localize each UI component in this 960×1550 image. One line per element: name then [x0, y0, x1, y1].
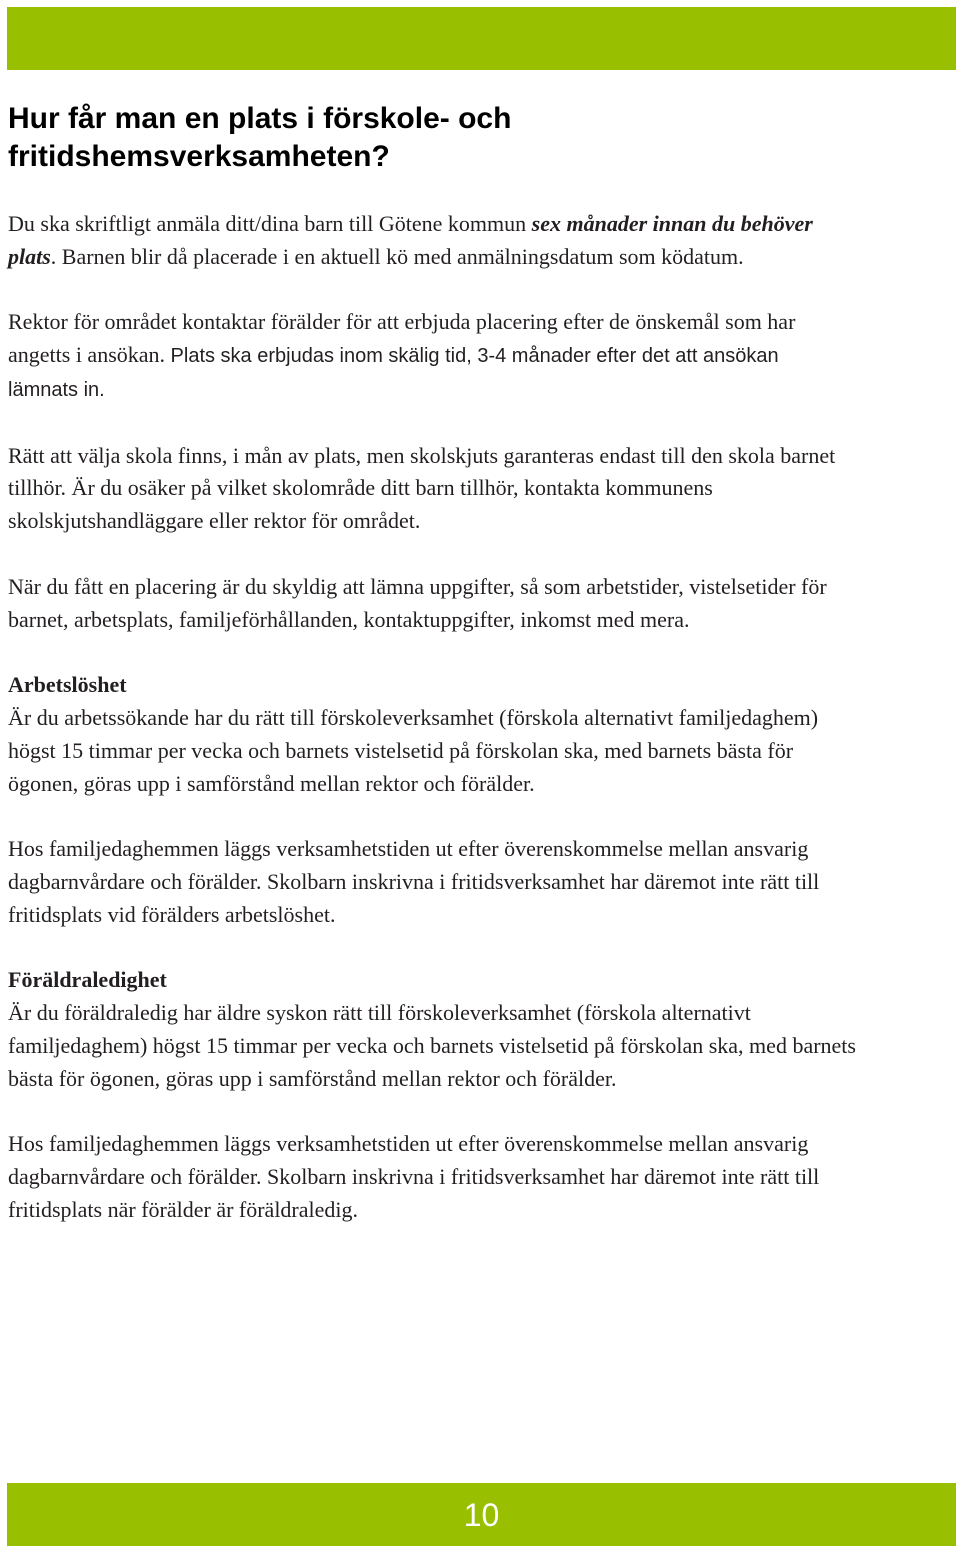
- page-title: [8, 100, 878, 176]
- parental-leave-text-2: Hos familjedaghemmen läggs verksamhetstiden ut efter överenskommelse mellan ansvarig dagbarnvårdare och förälder. Skolbarn inskrivna i fritidsverksamhet har däremot inte rätt till fritidsplats när förälder är föräldraledig.: [8, 1131, 820, 1222]
- paragraph-principal-contact: [8, 306, 838, 406]
- section-unemployment: [8, 669, 868, 800]
- page-title-line2: fritidshemsverksamheten?: [8, 140, 390, 173]
- unemployment-text-2: Hos familjedaghemmen läggs verksamhetstiden ut efter överenskommelse mellan ansvarig dagbarnvårdare och förälder. Skolbarn inskrivna i fritidsverksamhet har däremot inte rätt till fritidsplats vid förälders arbetslöshet.: [8, 836, 820, 927]
- header-bar: [7, 7, 956, 70]
- parental-leave-text-1: Är du föräldraledig har äldre syskon rätt till förskoleverksamhet (förskola alternativt familjedaghem) högst 15 timmar per vecka och barnets vistelsetid på förskolan ska, med barnets bästa för ögonen, göras upp i samförstånd mellan rektor och förälder.: [8, 1000, 856, 1091]
- school-choice-text: Rätt att välja skola finns, i mån av plats, men skolskjuts garanteras endast till den skola barnet tillhör. Är du osäker på vilket skolområde ditt barn tillhör, kontakta kommunens skolskjutshandläggare eller rektor för området.: [8, 442, 836, 534]
- offer-timeframe-text: Plats ska erbjudas inom skälig tid, 3-4 månader efter det att ansökan lämnats in.: [8, 345, 779, 401]
- section-heading-unemployment: Arbetslöshet: [8, 672, 127, 698]
- paragraph-application: [8, 208, 828, 274]
- application-text-start: Du ska skriftligt anmäla ditt/dina barn till Götene kommun: [8, 211, 532, 236]
- unemployment-text-1: Är du arbetssökande har du rätt till förskoleverksamhet (förskola alternativt familjedaghem) högst 15 timmar per vecka och barnets vistelsetid på förskolan ska, med barnets bästa för ögonen, göras upp i samförstånd mellan rektor och förälder.: [8, 704, 819, 796]
- page-number: 10: [463, 1496, 500, 1533]
- paragraph-unemployment-family-daycare: [8, 833, 838, 931]
- paragraph-parental-leave-family-daycare: [8, 1128, 838, 1226]
- application-text-end: . Barnen blir då placerade i en aktuell kö med anmälningsdatum som ködatum.: [50, 243, 744, 269]
- section-parental-leave: [8, 964, 868, 1095]
- paragraph-school-choice: [8, 440, 868, 538]
- reporting-duty-text: När du fått en placering är du skyldig att lämna uppgifter, så som arbetstider, vistelsetider för barnet, arbetsplats, familjeförhållanden, kontaktuppgifter, inkomst med mera.: [8, 573, 827, 632]
- page-title-line1: Hur får man en plats i förskole- och: [8, 102, 512, 135]
- paragraph-reporting-duty: [8, 571, 868, 637]
- footer-bar: [7, 1483, 956, 1546]
- section-heading-parental-leave: Föräldraledighet: [8, 967, 167, 993]
- principal-contact-text: Rektor för området kontaktar förälder för att erbjuda placering efter de önskemål som har angetts i ansökan.: [8, 309, 796, 368]
- application-deadline-emphasis: sex månader innan du behöver plats: [8, 211, 813, 269]
- page-content: [8, 100, 878, 1227]
